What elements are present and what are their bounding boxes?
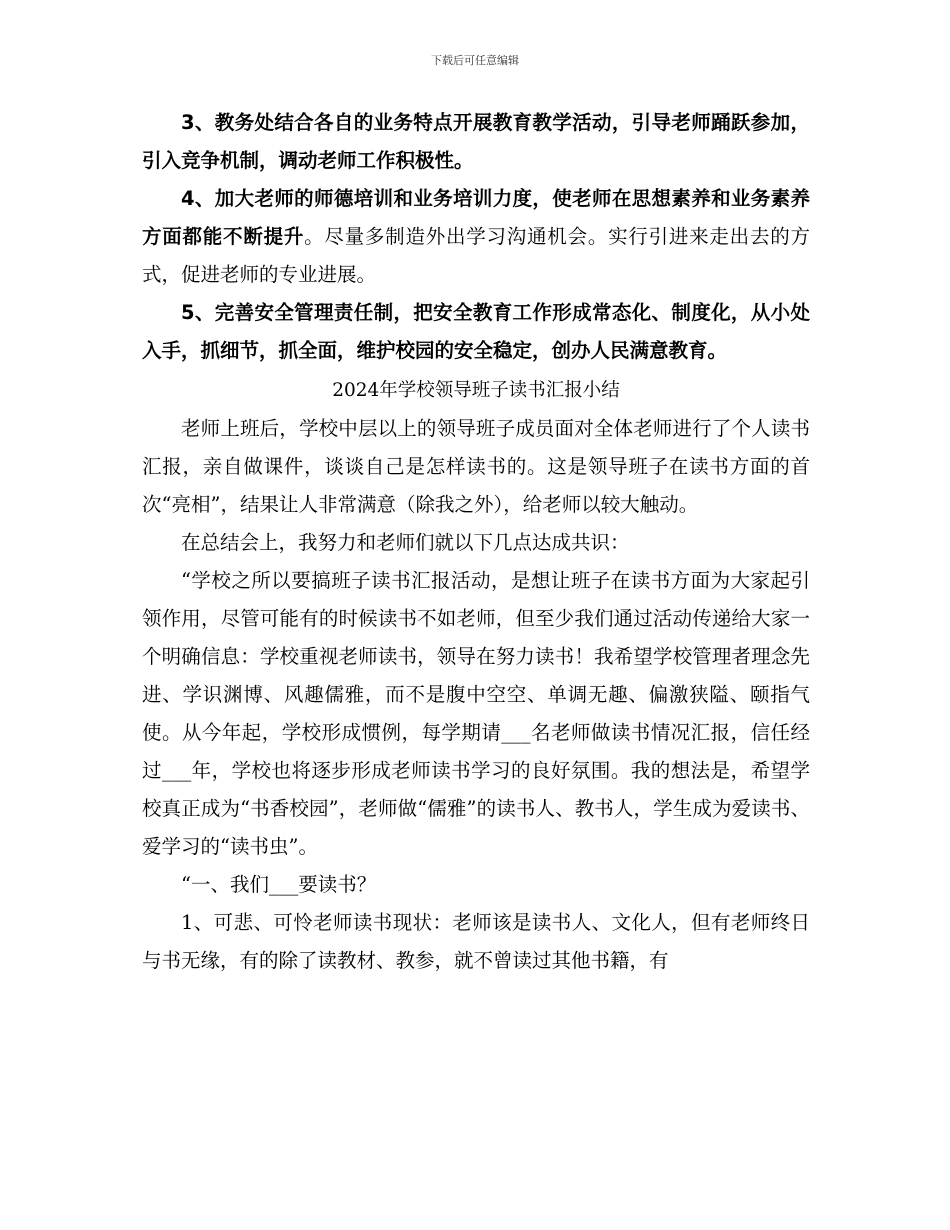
page-header: 下载后可任意编辑: [431, 54, 519, 67]
body-paragraph-5: 1、可悲、可怜老师读书现状：老师该是读书人、文化人，但有老师终日与书无缘，有的除了读教材、教参，就不曾读过其他书籍，有: [142, 911, 810, 972]
paragraph-item-4: [142, 180, 810, 294]
paragraph-item-5: 5、完善安全管理责任制，把安全教育工作形成常态化、制度化，从小处入手，抓细节，抓全面，维护校园的安全稳定，创办人民满意教育。: [142, 301, 810, 362]
body-paragraph-1: 老师上班后，学校中层以上的领导班子成员面对全体老师进行了个人读书汇报，亲自做课件，谈谈自己是怎样读书的。这是领导班子在读书方面的首次“亮相”，结果让人非常满意（除我之外），给老师以较大触动。: [142, 417, 810, 516]
section-title: 2024年学校领导班子读书汇报小结: [332, 380, 620, 401]
document-body: [142, 104, 810, 980]
paragraph-item-4-bold: 4、加大老师的师德培训和业务培训力度，使老师在思想素养和业务素养方面都能不断提升: [142, 187, 810, 248]
body-paragraph-4: “一、我们___要读书？: [181, 873, 377, 896]
paragraph-item-4-rest: 。尽量多制造外出学习沟通机会。实行引进来走出去的方式，促进老师的专业进展。: [142, 225, 810, 286]
body-paragraph-3: “学校之所以要搞班子读书汇报活动，是想让班子在读书方面为大家起引领作用，尽管可能有的时候读书不如老师，但至少我们通过活动传递给大家一个明确信息：学校重视老师读书，领导在努力读书！我希望学校管理者理念先进、学识渊博、风趣儒雅，而不是腹中空空、单调无趣、偏激狭隘、颐指气使。从今年起，学校形成惯例，每学期请___名老师做读书情况汇报，信任经过___年，学校也将逐步形成老师读书学习的良好氛围。我的想法是，希望学校真正成为“书香校园”，老师做“儒雅”的读书人、教书人，学生成为爱读书、爱学习的“读书虫”。: [142, 569, 810, 858]
paragraph-item-3: 3、教务处结合各自的业务特点开展教育教学活动，引导老师踊跃参加，引入竞争机制，调动老师工作积极性。: [142, 111, 810, 172]
body-paragraph-2: 在总结会上，我努力和老师们就以下几点达成共识：: [181, 531, 630, 554]
